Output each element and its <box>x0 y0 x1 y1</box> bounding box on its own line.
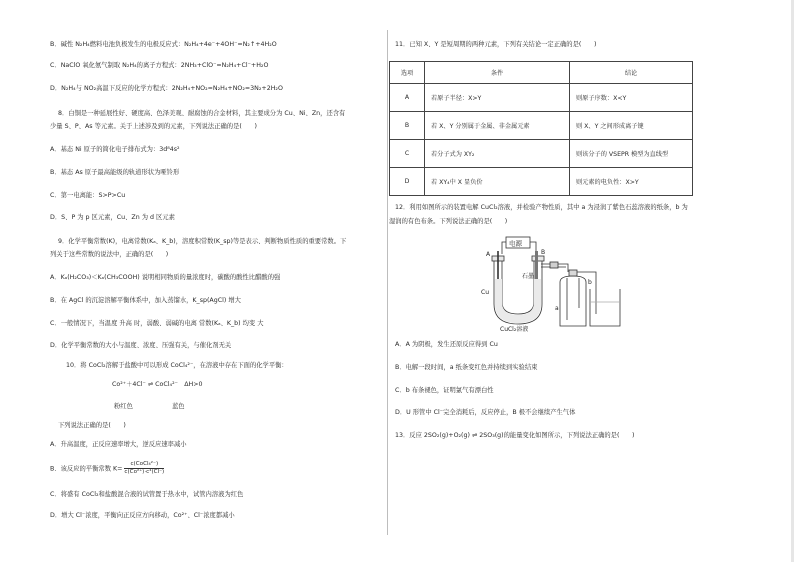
row-b-condition: 若 X、Y 分别属于金属、非金属元素 <box>425 112 570 140</box>
q10-pink-label: 粉红色 <box>114 403 133 410</box>
fraction-numerator: c(CoCl₄²⁻) <box>124 461 164 469</box>
electrolysis-apparatus-diagram <box>478 234 628 332</box>
q10-stem: 10．将 CoCl₂溶解于盐酸中可以形成 CoCl₄²⁻，在溶液中存在下面的化学平衡： <box>66 362 288 369</box>
q12-stem-line1: 12．利用如图所示的装置电解 CuCl₂溶液，并检验产物性质，其中 a 为浸润了紫色石蕊溶液的纸条，b 为 <box>395 204 688 211</box>
row-b-conclusion: 则 X、Y 之间形成离子键 <box>570 112 693 140</box>
q8-stem-line2: 少量 S、P、As 等元素。关于上述涉及到的元素，下列说法正确的是( ) <box>50 123 257 130</box>
q11-table <box>389 61 693 196</box>
graphite-label: 石墨 <box>522 273 535 280</box>
electrode-a-label: A <box>486 251 491 258</box>
header-condition: 条件 <box>425 62 570 84</box>
q8-option-a: A．基态 Ni 原子的简化电子排布式为：3d⁸4s² <box>50 146 180 153</box>
solution-label: CuCl₂溶液 <box>500 326 529 332</box>
q12-option-d: D．U 形管中 Cl⁻完全消耗后，反应停止，B 极不会继续产生气体 <box>395 409 576 416</box>
table-row <box>390 112 693 140</box>
row-d-condition: 若 XY₄中 X 显负价 <box>425 168 570 196</box>
power-label: 电源 <box>509 239 522 248</box>
q9-option-d: D．化学平衡常数的大小与温度、浓度、压强有关，与催化剂无关 <box>50 342 232 349</box>
q10-option-d: D．增大 Cl⁻浓度，平衡向正反应方向移动，Co²⁺、Cl⁻浓度都减小 <box>50 512 235 519</box>
row-a-conclusion: 则原子序数：X<Y <box>570 84 693 112</box>
q10-option-c: C．将盛有 CoCl₂和盐酸混合液的试管置于热水中，试管内溶液为红色 <box>50 491 244 498</box>
equilibrium-constant-fraction <box>124 461 164 476</box>
q9-stem-line1: 9．化学平衡常数(K)，电离常数(Kₐ、K_b)，溶度积常数(K_sp)等是表示、判断物质性质的重要常数。下 <box>58 238 347 245</box>
q8-option-d: D．S、P 为 p 区元素，Cu、Zn 为 d 区元素 <box>50 214 175 221</box>
row-c-option: C <box>390 140 425 168</box>
table-row <box>390 140 693 168</box>
table-header-row <box>390 62 693 84</box>
q10-ask: 下列说法正确的是( ) <box>58 422 126 429</box>
q9-stem-line2: 列关于这些常数的说法中，正确的是( ) <box>50 251 169 258</box>
q10-equation: Co²⁺＋4Cl⁻ ⇌ CoCl₄²⁻ ΔH>0 <box>112 381 203 388</box>
row-a-condition: 若原子半径：X>Y <box>425 84 570 112</box>
row-d-conclusion: 则元素的电负性：X>Y <box>570 168 693 196</box>
q12-option-b: B．电解一段时间，a 纸条变红色并持续到实验结束 <box>395 364 538 371</box>
q9-option-a: A．Kₐ(H₂CO₃)＜Kₐ(CH₃COOH) 说明相同物质的量浓度时，碳酸的酸性比醋酸的强 <box>50 274 281 281</box>
strip-b-label: b <box>588 279 592 286</box>
option-b-line: B．碱性 N₂H₄燃料电池负极发生的电极反应式：N₂H₄+4e⁻+4OH⁻=N₂↑+4H₂O <box>50 41 277 48</box>
column-divider <box>387 30 388 535</box>
option-d-line: D．N₂H₄与 NO₂高温下反应的化学方程式：2N₂H₄+NO₂=N₂H₄+NO₂=3N₂+2H₂O <box>50 85 283 92</box>
row-a-option: A <box>390 84 425 112</box>
q10-option-a: A．升高温度，正反应速率增大，逆反应速率减小 <box>50 441 187 448</box>
q8-stem-line1: 8．白铜是一种延展性好、硬度高、色泽美观、耐腐蚀的合金材料，其主要成分为 Cu、Ni、Zn，还含有 <box>58 110 346 117</box>
strip-a-label: a <box>555 305 559 312</box>
q10-option-b <box>50 461 164 476</box>
electrode-b-label: B <box>541 249 546 256</box>
q9-option-b: B．在 AgCl 的沉淀溶解平衡体系中，加入蒸馏水，K_sp(AgCl) 增大 <box>50 297 241 304</box>
q9-option-c: C．一般情况下，当温度 升高 时，弱酸、弱碱的电离 常数(Kₐ、K_b) 均变 大 <box>50 320 264 327</box>
row-c-conclusion: 则该分子的 VSEPR 模型为直线型 <box>570 140 693 168</box>
q8-option-c: C．第一电离能：S>P>Cu <box>50 192 126 199</box>
option-c-line: C．NaClO 氧化氨气制取 N₂H₄的离子方程式：2NH₃+ClO⁻=N₂H₄+Cl⁻+H₂O <box>50 62 269 69</box>
table-row <box>390 84 693 112</box>
table-row <box>390 168 693 196</box>
q12-option-c: C．b 布条褪色，证明氯气有漂白性 <box>395 387 494 394</box>
q10-option-b-text: B．该反应的平衡常数 K= <box>50 465 123 473</box>
q8-option-b: B．基态 As 原子最高能级的轨道形状为哑铃形 <box>50 169 180 176</box>
header-conclusion: 结论 <box>570 62 693 84</box>
q13-stem: 13．反应 2SO₂(g)+O₂(g) ⇌ 2SO₃(g)的能量变化如图所示，下列说法正确的是( ) <box>395 432 635 439</box>
row-b-option: B <box>390 112 425 140</box>
q12-stem-line2: 湿润的有色布条。下列说法正确的是( ) <box>389 218 508 225</box>
row-d-option: D <box>390 168 425 196</box>
row-c-condition: 若分子式为 XY₂ <box>425 140 570 168</box>
q12-option-a: A．A 为阴极，发生还原反应得到 Cu <box>395 341 498 348</box>
cu-label: Cu <box>481 289 489 296</box>
header-option: 选项 <box>390 62 425 84</box>
q10-blue-label: 蓝色 <box>172 403 185 410</box>
fraction-denominator: c(Co²⁺)·c⁴(Cl⁻) <box>124 469 165 475</box>
q11-stem: 11．已知 X、Y 是短周期的两种元素，下列有关结论一定正确的是( ) <box>395 41 597 48</box>
